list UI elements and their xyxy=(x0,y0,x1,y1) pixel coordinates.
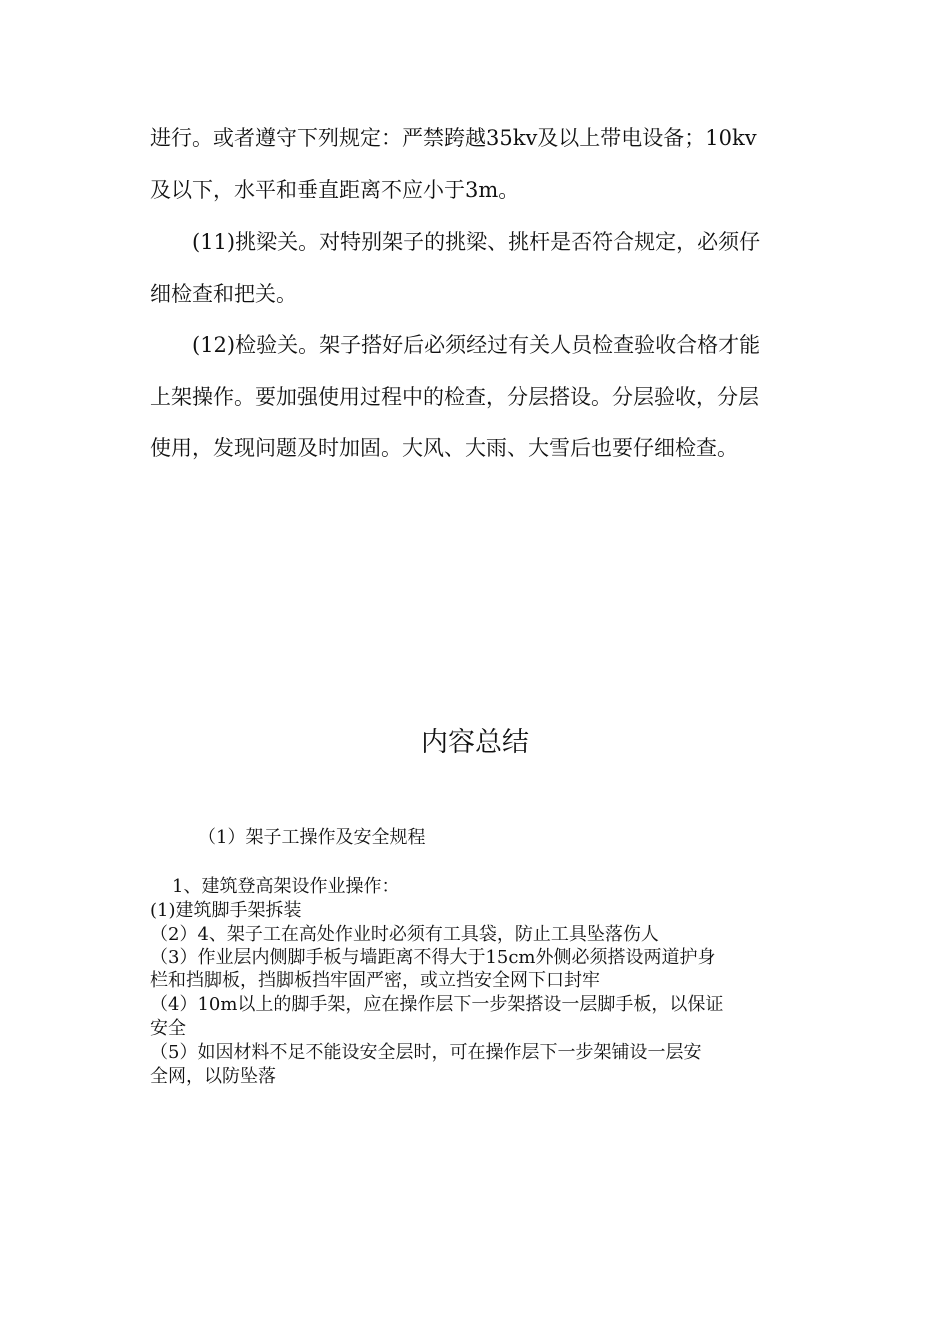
summary-item-4-line-1: （4）10m以上的脚手架，应在操作层下一步架搭设一层脚手板，以保证 xyxy=(150,994,724,1015)
paragraph-2-line-1: (11)挑梁关。对特别架子的挑梁、挑杆是否符合规定，必须仔 xyxy=(192,230,761,254)
paragraph-2-line-2: 细检查和把关。 xyxy=(150,282,297,306)
summary-item-4-line-2: 安全 xyxy=(150,1018,186,1039)
summary-item-5-line-1: （5）如因材料不足不能设安全层时，可在操作层下一步架铺设一层安 xyxy=(150,1042,702,1063)
paragraph-3-line-1: (12)检验关。架子搭好后必须经过有关人员检查验收合格才能 xyxy=(192,333,761,357)
summary-heading-2: 1、建筑登高架设作业操作： xyxy=(172,876,400,897)
summary-item-5-line-2: 全网，以防坠落 xyxy=(150,1066,276,1087)
paragraph-1-line-2: 及以下，水平和垂直距离不应小于3m。 xyxy=(150,178,520,202)
summary-item-3-line-2: 栏和挡脚板，挡脚板挡牢固严密，或立挡安全网下口封牢 xyxy=(150,970,600,991)
summary-item-3-line-1: （3）作业层内侧脚手板与墙距离不得大于15cm外侧必须搭设两道护身 xyxy=(150,947,716,968)
summary-title: 内容总结 xyxy=(421,727,529,758)
summary-heading-1: （1）架子工操作及安全规程 xyxy=(198,827,426,848)
summary-item-1: (1)建筑脚手架拆装 xyxy=(150,900,302,921)
paragraph-3-line-3: 使用，发现问题及时加固。大风、大雨、大雪后也要仔细检查。 xyxy=(150,436,738,460)
summary-item-2: （2）4、架子工在高处作业时必须有工具袋，防止工具坠落伤人 xyxy=(150,924,659,945)
paragraph-3-line-2: 上架操作。要加强使用过程中的检查，分层搭设。分层验收，分层 xyxy=(150,385,759,409)
paragraph-1-line-1: 进行。或者遵守下列规定：严禁跨越35kv及以上带电设备；10kv xyxy=(150,126,757,150)
